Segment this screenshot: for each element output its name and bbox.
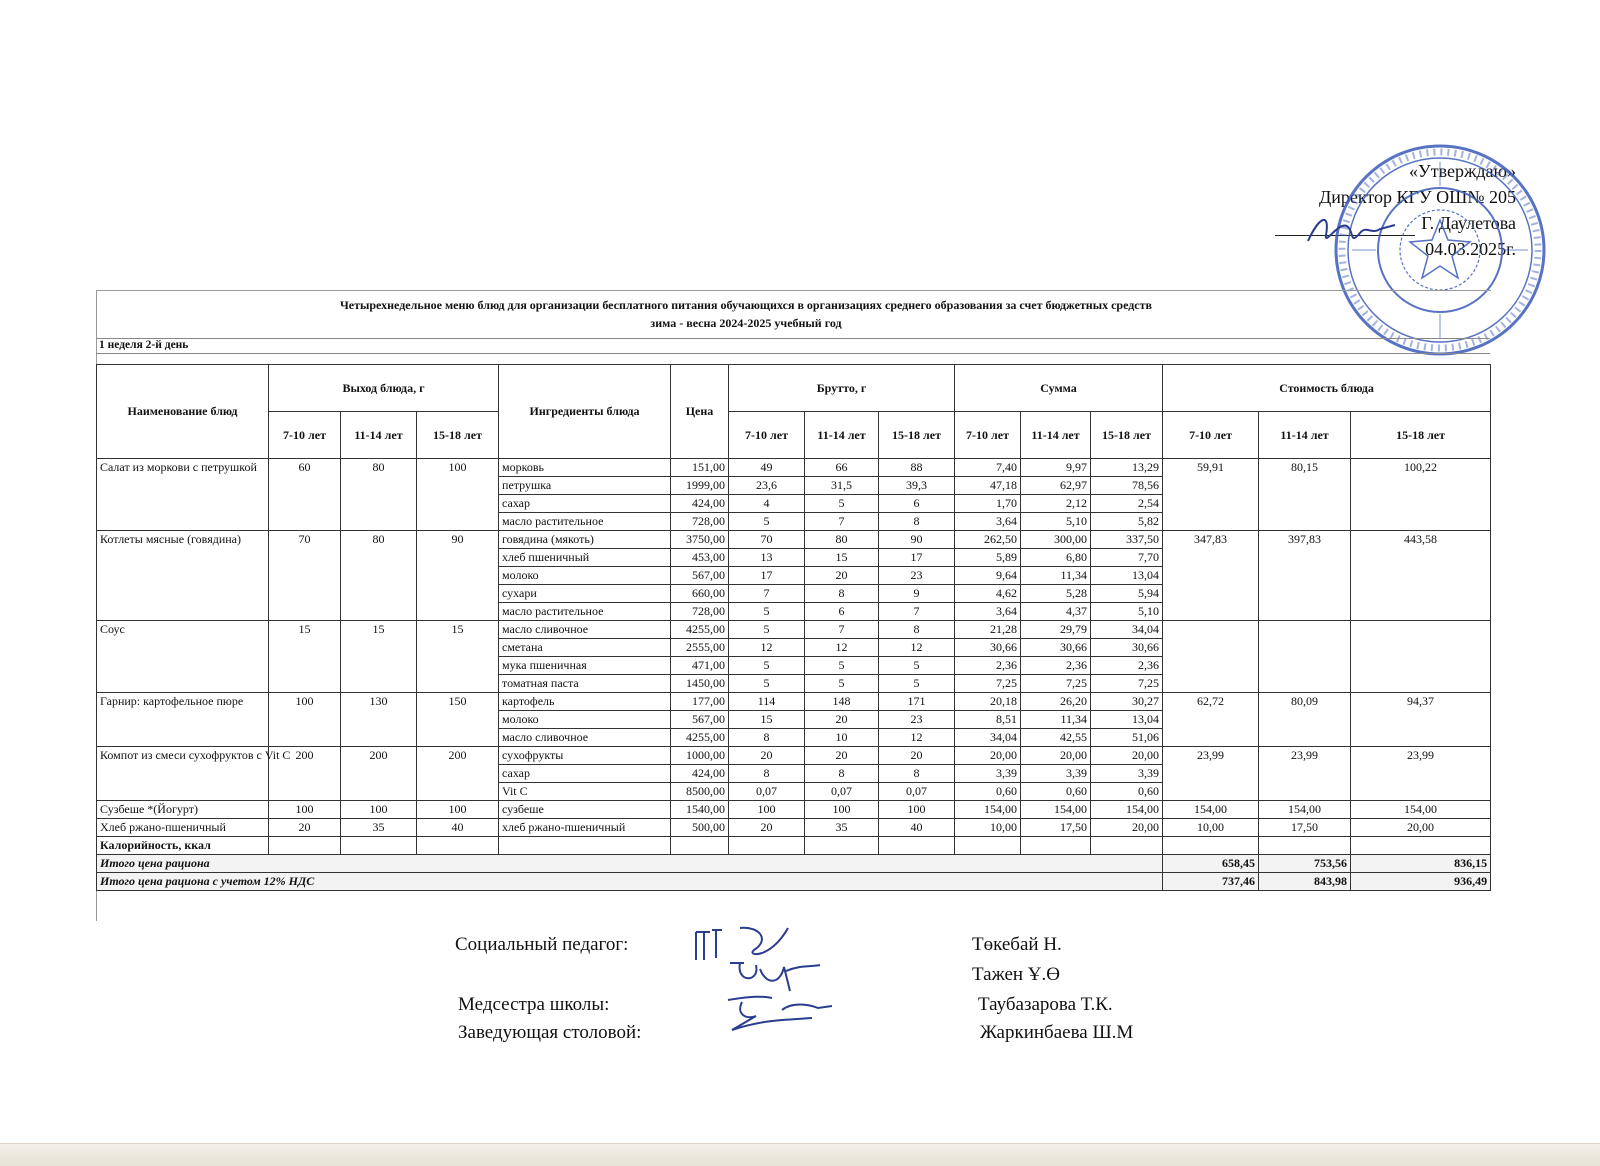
- ingredient-sum: 3,64: [955, 603, 1021, 621]
- dish-output: 100: [269, 693, 341, 747]
- ingredient-sum: 9,64: [955, 567, 1021, 585]
- dish-cost: 80,15: [1259, 459, 1351, 531]
- ingredient-brutto: 6: [879, 495, 955, 513]
- menu-title: [96, 296, 1396, 332]
- ingredient-brutto: 100: [805, 801, 879, 819]
- ingredient-sum: 20,00: [1091, 747, 1163, 765]
- ingredient-name: хлеб ржано-пшеничный: [499, 819, 671, 837]
- ingredient-brutto: 5: [879, 657, 955, 675]
- social-pedagogue-name-2: Тажен Ұ.Ө: [972, 964, 1060, 985]
- dish-output: 15: [417, 621, 499, 693]
- ingredient-brutto: 12: [805, 639, 879, 657]
- ingredient-brutto: 12: [879, 729, 955, 747]
- ingredient-name: морковь: [499, 459, 671, 477]
- ingredient-name: мука пшеничная: [499, 657, 671, 675]
- ingredient-brutto: 5: [729, 657, 805, 675]
- total-vat-row-value: 843,98: [1259, 873, 1351, 891]
- total-row-value: 753,56: [1259, 855, 1351, 873]
- ingredient-name: сахар: [499, 765, 671, 783]
- ingredient-brutto: 8: [879, 621, 955, 639]
- ingredient-brutto: 0,07: [729, 783, 805, 801]
- table-row: [97, 621, 1491, 639]
- ingredient-sum: 13,04: [1091, 711, 1163, 729]
- ingredient-price: 660,00: [671, 585, 729, 603]
- menu-title-line1: Четырехнедельное меню блюд для организации бесплатного питания обучающихся в организациях среднего образования за счет бюджетных средств: [339, 298, 1153, 312]
- ingredient-brutto: 23: [879, 567, 955, 585]
- ingredient-sum: 20,00: [1091, 819, 1163, 837]
- header-age-2: 11-14 лет: [805, 412, 879, 459]
- empty-cell: [671, 837, 729, 855]
- calories-row: [97, 837, 1491, 855]
- ingredient-sum: 10,00: [955, 819, 1021, 837]
- ingredient-name: томатная паста: [499, 675, 671, 693]
- table-row: [97, 747, 1491, 765]
- ingredient-brutto: 7: [805, 513, 879, 531]
- ingredient-name: масло сливочное: [499, 621, 671, 639]
- ingredient-name: масло сливочное: [499, 729, 671, 747]
- empty-cell: [417, 837, 499, 855]
- ingredient-name: сметана: [499, 639, 671, 657]
- ingredient-brutto: 5: [729, 603, 805, 621]
- table-row: [97, 801, 1491, 819]
- dish-output: 15: [269, 621, 341, 693]
- dish-output: 100: [417, 459, 499, 531]
- ingredient-price: 424,00: [671, 495, 729, 513]
- ingredient-price: 453,00: [671, 549, 729, 567]
- dish-output: 15: [341, 621, 417, 693]
- total-row: [97, 855, 1491, 873]
- menu-table: [96, 364, 1491, 891]
- dish-cost: 17,50: [1259, 819, 1351, 837]
- dish-cost: 23,99: [1351, 747, 1491, 801]
- ingredient-brutto: 23,6: [729, 477, 805, 495]
- ingredient-sum: 62,97: [1021, 477, 1091, 495]
- empty-cell: [1259, 837, 1351, 855]
- empty-cell: [269, 837, 341, 855]
- ingredient-sum: 2,36: [1021, 657, 1091, 675]
- ingredient-sum: 0,60: [1021, 783, 1091, 801]
- ingredient-brutto: 5: [729, 675, 805, 693]
- ingredient-brutto: 20: [729, 819, 805, 837]
- ingredient-sum: 7,40: [955, 459, 1021, 477]
- ingredient-sum: 3,39: [1021, 765, 1091, 783]
- header-age-1: 7-10 лет: [269, 412, 341, 459]
- ingredient-name: Vit C: [499, 783, 671, 801]
- ingredient-sum: 5,10: [1021, 513, 1091, 531]
- approval-heading: «Утверждаю»: [1408, 161, 1516, 181]
- header-age-3: 15-18 лет: [417, 412, 499, 459]
- ingredient-sum: 2,12: [1021, 495, 1091, 513]
- ingredient-sum: 13,04: [1091, 567, 1163, 585]
- dish-cost: [1259, 621, 1351, 693]
- dish-cost: 94,37: [1351, 693, 1491, 747]
- director-signature-icon: [1300, 205, 1400, 255]
- ingredient-price: 8500,00: [671, 783, 729, 801]
- dish-cost: [1163, 621, 1259, 693]
- dish-output: 200: [417, 747, 499, 801]
- ingredient-name: сахар: [499, 495, 671, 513]
- ingredient-sum: 2,54: [1091, 495, 1163, 513]
- ingredient-price: 4255,00: [671, 621, 729, 639]
- ingredient-brutto: 8: [729, 765, 805, 783]
- total-row-value: 836,15: [1351, 855, 1491, 873]
- canteen-head-name: Жаркинбаева Ш.М: [980, 1022, 1134, 1043]
- table-row: [97, 693, 1491, 711]
- ingredient-brutto: 23: [879, 711, 955, 729]
- ingredient-brutto: 80: [805, 531, 879, 549]
- ingredient-sum: 17,50: [1021, 819, 1091, 837]
- ingredient-sum: 154,00: [1021, 801, 1091, 819]
- ingredient-sum: 1,70: [955, 495, 1021, 513]
- empty-cell: [955, 837, 1021, 855]
- dish-output: 200: [269, 747, 341, 801]
- empty-cell: [879, 837, 955, 855]
- ingredient-sum: 3,39: [955, 765, 1021, 783]
- ingredient-brutto: 12: [729, 639, 805, 657]
- ingredient-brutto: 8: [879, 513, 955, 531]
- dish-cost: 20,00: [1351, 819, 1491, 837]
- ingredient-brutto: 7: [729, 585, 805, 603]
- ingredient-sum: 5,82: [1091, 513, 1163, 531]
- dish-cost: 154,00: [1163, 801, 1259, 819]
- approval-position: Директор КГУ ОШ№ 205: [1318, 187, 1516, 207]
- paper-bottom-edge: [0, 1143, 1600, 1166]
- ingredient-name: молоко: [499, 711, 671, 729]
- ingredient-brutto: 100: [879, 801, 955, 819]
- empty-cell: [1163, 837, 1259, 855]
- dish-cost: 59,91: [1163, 459, 1259, 531]
- ingredient-brutto: 8: [805, 765, 879, 783]
- dish-output: 40: [417, 819, 499, 837]
- ingredient-brutto: 9: [879, 585, 955, 603]
- empty-cell: [1351, 837, 1491, 855]
- nurse-name: Таубазарова Т.К.: [978, 994, 1113, 1015]
- ingredient-sum: 11,34: [1021, 711, 1091, 729]
- dish-output: 100: [269, 801, 341, 819]
- ingredient-sum: 4,62: [955, 585, 1021, 603]
- ingredient-price: 500,00: [671, 819, 729, 837]
- ingredient-sum: 5,28: [1021, 585, 1091, 603]
- ingredient-sum: 0,60: [955, 783, 1021, 801]
- total-vat-row-value: 936,49: [1351, 873, 1491, 891]
- dish-output: 100: [417, 801, 499, 819]
- header-dish-name: Наименование блюд: [97, 365, 269, 459]
- ingredient-brutto: 0,07: [879, 783, 955, 801]
- ingredient-price: 1000,00: [671, 747, 729, 765]
- ingredient-brutto: 5: [729, 513, 805, 531]
- ingredient-brutto: 5: [729, 621, 805, 639]
- ingredient-price: 1450,00: [671, 675, 729, 693]
- ingredient-brutto: 13: [729, 549, 805, 567]
- header-cost: Стоимость блюда: [1163, 365, 1491, 412]
- ingredient-brutto: 8: [805, 585, 879, 603]
- dish-cost: 154,00: [1351, 801, 1491, 819]
- ingredient-brutto: 10: [805, 729, 879, 747]
- ingredient-name: масло растительное: [499, 513, 671, 531]
- ingredient-brutto: 49: [729, 459, 805, 477]
- dish-output: 70: [269, 531, 341, 621]
- ingredient-brutto: 66: [805, 459, 879, 477]
- ingredient-brutto: 5: [805, 657, 879, 675]
- empty-cell: [1091, 837, 1163, 855]
- ingredient-sum: 47,18: [955, 477, 1021, 495]
- dish-name: Салат из моркови с петрушкой: [97, 459, 269, 531]
- ingredient-price: 3750,00: [671, 531, 729, 549]
- empty-cell: [729, 837, 805, 855]
- ingredient-brutto: 35: [805, 819, 879, 837]
- menu-title-line2: зима - весна 2024-2025 учебный год: [650, 316, 842, 330]
- dish-output: 90: [417, 531, 499, 621]
- week-day-text: 1 неделя 2-й день: [99, 339, 189, 351]
- empty-cell: [499, 837, 671, 855]
- canteen-head-role: Заведующая столовой:: [458, 1022, 642, 1043]
- ingredient-sum: 154,00: [1091, 801, 1163, 819]
- ingredient-sum: 20,00: [1021, 747, 1091, 765]
- dish-cost: [1351, 621, 1491, 693]
- header-age-2: 11-14 лет: [1259, 412, 1351, 459]
- header-age-2: 11-14 лет: [1021, 412, 1091, 459]
- ingredient-brutto: 17: [729, 567, 805, 585]
- ingredient-sum: 5,10: [1091, 603, 1163, 621]
- ingredient-brutto: 15: [805, 549, 879, 567]
- ingredient-sum: 9,97: [1021, 459, 1091, 477]
- ingredient-brutto: 5: [805, 675, 879, 693]
- total-vat-row: [97, 873, 1491, 891]
- ingredient-sum: 262,50: [955, 531, 1021, 549]
- ingredient-name: сухофрукты: [499, 747, 671, 765]
- ingredient-price: 567,00: [671, 711, 729, 729]
- ingredient-sum: 2,36: [1091, 657, 1163, 675]
- header-age-1: 7-10 лет: [1163, 412, 1259, 459]
- ingredient-price: 151,00: [671, 459, 729, 477]
- ingredient-sum: 3,64: [955, 513, 1021, 531]
- dish-cost: 397,83: [1259, 531, 1351, 621]
- ingredient-sum: 30,66: [1091, 639, 1163, 657]
- ingredient-sum: 21,28: [955, 621, 1021, 639]
- ingredient-sum: 3,39: [1091, 765, 1163, 783]
- dish-cost: 154,00: [1259, 801, 1351, 819]
- ingredient-sum: 4,37: [1021, 603, 1091, 621]
- ingredient-brutto: 171: [879, 693, 955, 711]
- ingredient-name: молоко: [499, 567, 671, 585]
- ingredient-sum: 78,56: [1091, 477, 1163, 495]
- ingredient-sum: 42,55: [1021, 729, 1091, 747]
- header-brutto: Брутто, г: [729, 365, 955, 412]
- dish-cost: 100,22: [1351, 459, 1491, 531]
- ingredient-name: картофель: [499, 693, 671, 711]
- ingredient-price: 2555,00: [671, 639, 729, 657]
- social-pedagogue-2-signature-icon: [720, 955, 830, 995]
- ingredient-brutto: 17: [879, 549, 955, 567]
- empty-cell: [341, 837, 417, 855]
- ingredient-sum: 30,66: [955, 639, 1021, 657]
- dish-output: 80: [341, 531, 417, 621]
- ingredient-brutto: 4: [729, 495, 805, 513]
- ingredient-sum: 0,60: [1091, 783, 1163, 801]
- ingredient-sum: 34,04: [1091, 621, 1163, 639]
- ingredient-brutto: 20: [729, 747, 805, 765]
- ingredient-brutto: 31,5: [805, 477, 879, 495]
- table-row: [97, 459, 1491, 477]
- calories-label: Калорийность, ккал: [97, 837, 269, 855]
- ingredient-price: 424,00: [671, 765, 729, 783]
- ingredient-brutto: 39,3: [879, 477, 955, 495]
- ingredient-sum: 337,50: [1091, 531, 1163, 549]
- dish-cost: 62,72: [1163, 693, 1259, 747]
- ingredient-sum: 29,79: [1021, 621, 1091, 639]
- ingredient-brutto: 20: [805, 747, 879, 765]
- ingredient-sum: 30,27: [1091, 693, 1163, 711]
- ingredient-price: 1999,00: [671, 477, 729, 495]
- dish-name: Котлеты мясные (говядина): [97, 531, 269, 621]
- ingredient-brutto: 20: [879, 747, 955, 765]
- approval-name: Г. Даулетова: [1421, 213, 1516, 233]
- empty-cell: [1021, 837, 1091, 855]
- ingredient-name: сухари: [499, 585, 671, 603]
- ingredient-price: 567,00: [671, 567, 729, 585]
- nurse-role: Медсестра школы:: [458, 994, 610, 1015]
- ingredient-brutto: 20: [805, 567, 879, 585]
- ingredient-brutto: 148: [805, 693, 879, 711]
- table-row: [97, 531, 1491, 549]
- dish-name: Компот из смеси сухофруктов с Vit C: [97, 747, 269, 801]
- dish-output: 200: [341, 747, 417, 801]
- ingredient-brutto: 20: [805, 711, 879, 729]
- ingredient-price: 471,00: [671, 657, 729, 675]
- empty-cell: [805, 837, 879, 855]
- ingredient-sum: 7,70: [1091, 549, 1163, 567]
- header-age-1: 7-10 лет: [729, 412, 805, 459]
- header-age-2: 11-14 лет: [341, 412, 417, 459]
- ingredient-sum: 154,00: [955, 801, 1021, 819]
- ingredient-sum: 7,25: [955, 675, 1021, 693]
- dish-name: Соус: [97, 621, 269, 693]
- ingredient-brutto: 8: [729, 729, 805, 747]
- ingredient-brutto: 88: [879, 459, 955, 477]
- ingredient-brutto: 90: [879, 531, 955, 549]
- social-pedagogue-name-1: Төкебай Н.: [972, 934, 1062, 955]
- dish-cost: 23,99: [1259, 747, 1351, 801]
- dish-output: 150: [417, 693, 499, 747]
- dish-output: 35: [341, 819, 417, 837]
- dish-output: 100: [341, 801, 417, 819]
- ingredient-brutto: 70: [729, 531, 805, 549]
- header-age-3: 15-18 лет: [879, 412, 955, 459]
- total-row-value: 658,45: [1163, 855, 1259, 873]
- ingredient-price: 728,00: [671, 603, 729, 621]
- ingredient-brutto: 12: [879, 639, 955, 657]
- ingredient-brutto: 7: [879, 603, 955, 621]
- total-row-label: Итого цена рациона: [97, 855, 1163, 873]
- ingredient-sum: 51,06: [1091, 729, 1163, 747]
- ingredient-name: масло растительное: [499, 603, 671, 621]
- dish-name: Хлеб ржано-пшеничный: [97, 819, 269, 837]
- ingredient-sum: 5,89: [955, 549, 1021, 567]
- dish-output: 80: [341, 459, 417, 531]
- dish-name: Гарнир: картофельное пюре: [97, 693, 269, 747]
- ingredient-brutto: 114: [729, 693, 805, 711]
- dish-output: 20: [269, 819, 341, 837]
- header-output: Выход блюда, г: [269, 365, 499, 412]
- ingredient-sum: 20,18: [955, 693, 1021, 711]
- dish-cost: 23,99: [1163, 747, 1259, 801]
- ingredient-sum: 300,00: [1021, 531, 1091, 549]
- ingredient-name: хлеб пшеничный: [499, 549, 671, 567]
- ingredient-name: петрушка: [499, 477, 671, 495]
- dish-output: 60: [269, 459, 341, 531]
- ingredient-sum: 30,66: [1021, 639, 1091, 657]
- ingredient-name: говядина (мякоть): [499, 531, 671, 549]
- ingredient-sum: 26,20: [1021, 693, 1091, 711]
- ingredient-price: 177,00: [671, 693, 729, 711]
- ingredient-sum: 7,25: [1021, 675, 1091, 693]
- ingredient-price: 4255,00: [671, 729, 729, 747]
- header-ingredients: Ингредиенты блюда: [499, 365, 671, 459]
- nurse-signature-icon: [722, 990, 842, 1045]
- ingredient-sum: 2,36: [955, 657, 1021, 675]
- ingredient-brutto: 5: [879, 675, 955, 693]
- dish-cost: 443,58: [1351, 531, 1491, 621]
- ingredient-brutto: 8: [879, 765, 955, 783]
- approval-date: 04.03.2025г.: [1425, 239, 1516, 259]
- ingredient-brutto: 6: [805, 603, 879, 621]
- header-sum: Сумма: [955, 365, 1163, 412]
- ingredient-brutto: 7: [805, 621, 879, 639]
- header-price: Цена: [671, 365, 729, 459]
- ingredient-price: 1540,00: [671, 801, 729, 819]
- ingredient-sum: 11,34: [1021, 567, 1091, 585]
- ingredient-sum: 34,04: [955, 729, 1021, 747]
- header-age-3: 15-18 лет: [1091, 412, 1163, 459]
- dish-output: 130: [341, 693, 417, 747]
- total-vat-row-label: Итого цена рациона с учетом 12% НДС: [97, 873, 1163, 891]
- ingredient-sum: 6,80: [1021, 549, 1091, 567]
- ingredient-sum: 20,00: [955, 747, 1021, 765]
- dish-name: Сузбеше *(Йогурт): [97, 801, 269, 819]
- total-vat-row-value: 737,46: [1163, 873, 1259, 891]
- ingredient-sum: 5,94: [1091, 585, 1163, 603]
- ingredient-price: 728,00: [671, 513, 729, 531]
- dish-cost: 347,83: [1163, 531, 1259, 621]
- header-age-1: 7-10 лет: [955, 412, 1021, 459]
- ingredient-name: сузбеше: [499, 801, 671, 819]
- ingredient-sum: 8,51: [955, 711, 1021, 729]
- header-age-3: 15-18 лет: [1351, 412, 1491, 459]
- ingredient-brutto: 15: [729, 711, 805, 729]
- dish-cost: 10,00: [1163, 819, 1259, 837]
- ingredient-brutto: 100: [729, 801, 805, 819]
- ingredient-brutto: 5: [805, 495, 879, 513]
- ingredient-sum: 13,29: [1091, 459, 1163, 477]
- dish-cost: 80,09: [1259, 693, 1351, 747]
- ingredient-sum: 7,25: [1091, 675, 1163, 693]
- ingredient-brutto: 40: [879, 819, 955, 837]
- social-pedagogue-role: Социальный педагог:: [455, 934, 629, 955]
- table-row: [97, 819, 1491, 837]
- ingredient-brutto: 0,07: [805, 783, 879, 801]
